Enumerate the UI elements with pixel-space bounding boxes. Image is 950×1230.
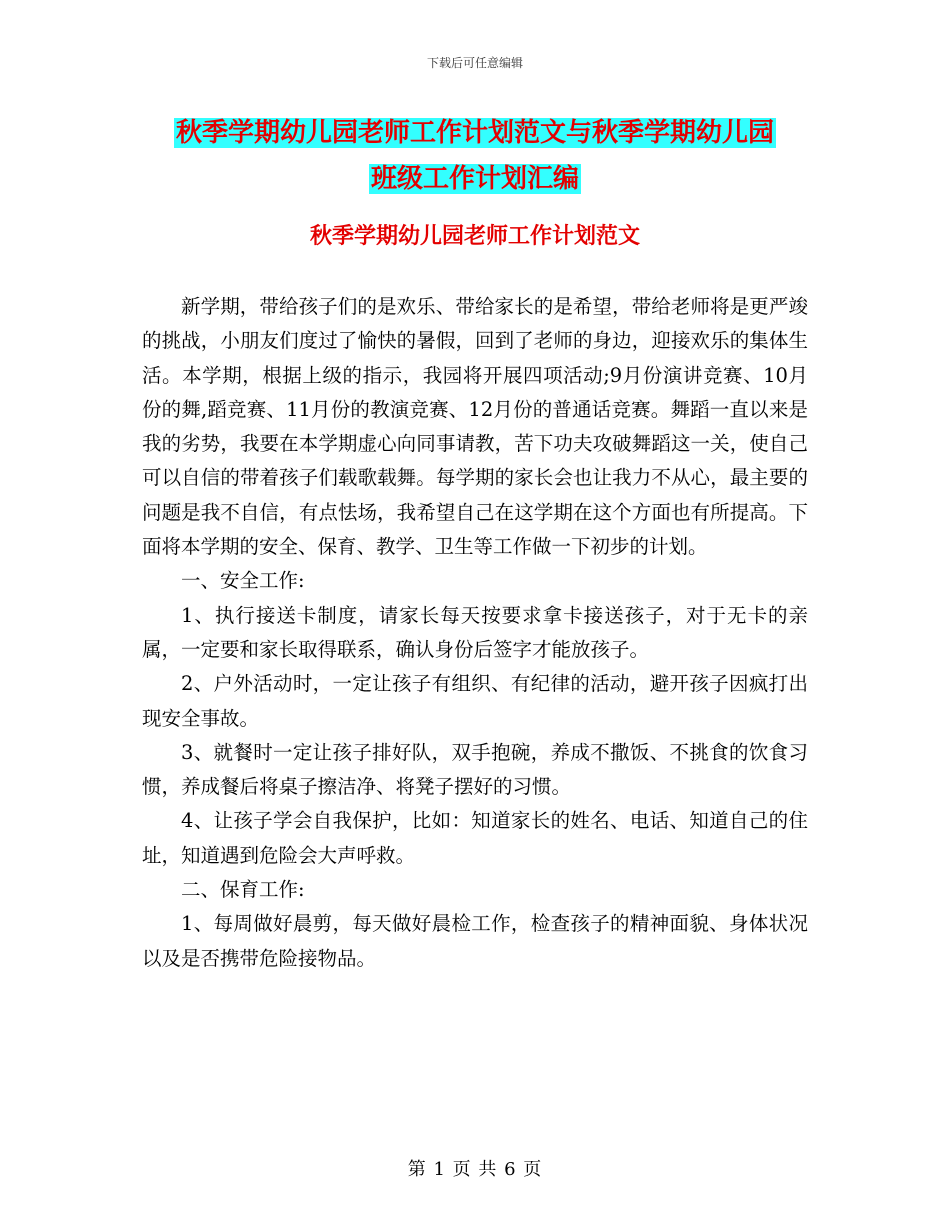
paragraph-intro: 新学期，带给孩子们的是欢乐、带给家长的是希望，带给老师将是更严竣的挑战，小朋友们度过了愉快的暑假，回到了老师的身边，迎接欢乐的集体生活。本学期，根据上级的指示，我园将开展四项活动;9月份演讲竞赛、10月份的舞,蹈竞赛、11月份的教演竞赛、12月份的普通话竞赛。舞蹈一直以来是我的劣势，我要在本学期虚心向同事请教，苦下功夫攻破舞蹈这一关，使自己可以自信的带着孩子们载歌载舞。每学期的家长会也让我力不从心，最主要的问题是我不自信，有点怯场，我希望自己在这学期在这个方面也有所提高。下面将本学期的安全、保育、教学、卫生等工作做一下初步的计划。	[142, 295, 808, 559]
document-title-line-2: 班级工作计划汇编	[370, 164, 579, 194]
paragraph-safety-4: 4、让孩子学会自我保护，比如：知道家长的姓名、电话、知道自己的住址，知道遇到危险会大声呼救。	[142, 809, 808, 867]
paragraph-safety-2: 2、户外活动时，一定让孩子有组织、有纪律的活动，避开孩子因疯打出现安全事故。	[142, 672, 808, 730]
document-title	[150, 110, 800, 202]
header-note: 下载后可任意编辑	[426, 56, 523, 70]
paragraph-safety-1: 1、执行接送卡制度，请家长每天按要求拿卡接送孩子，对于无卡的亲属，一定要和家长取得联系，确认身份后签字才能放孩子。	[142, 603, 808, 661]
page-footer: 第 1 页 共 6 页	[407, 1159, 543, 1180]
document-body	[142, 290, 808, 976]
paragraph-safety-3: 3、就餐时一定让孩子排好队，双手抱碗，养成不撒饭、不挑食的饮食习惯，养成餐后将桌子擦洁净、将凳子摆好的习惯。	[142, 740, 808, 799]
section-title: 秋季学期幼儿园老师工作计划范文	[309, 223, 640, 249]
document-title-line-1: 秋季学期幼儿园老师工作计划范文与秋季学期幼儿园	[175, 118, 774, 148]
paragraph-care-1: 1、每周做好晨剪，每天做好晨检工作，检查孩子的精神面貌、身体状况以及是否携带危险接物品。	[142, 912, 808, 970]
paragraph-heading-safety: 一、安全工作:	[181, 569, 305, 593]
paragraph-heading-care: 二、保育工作:	[181, 878, 305, 902]
